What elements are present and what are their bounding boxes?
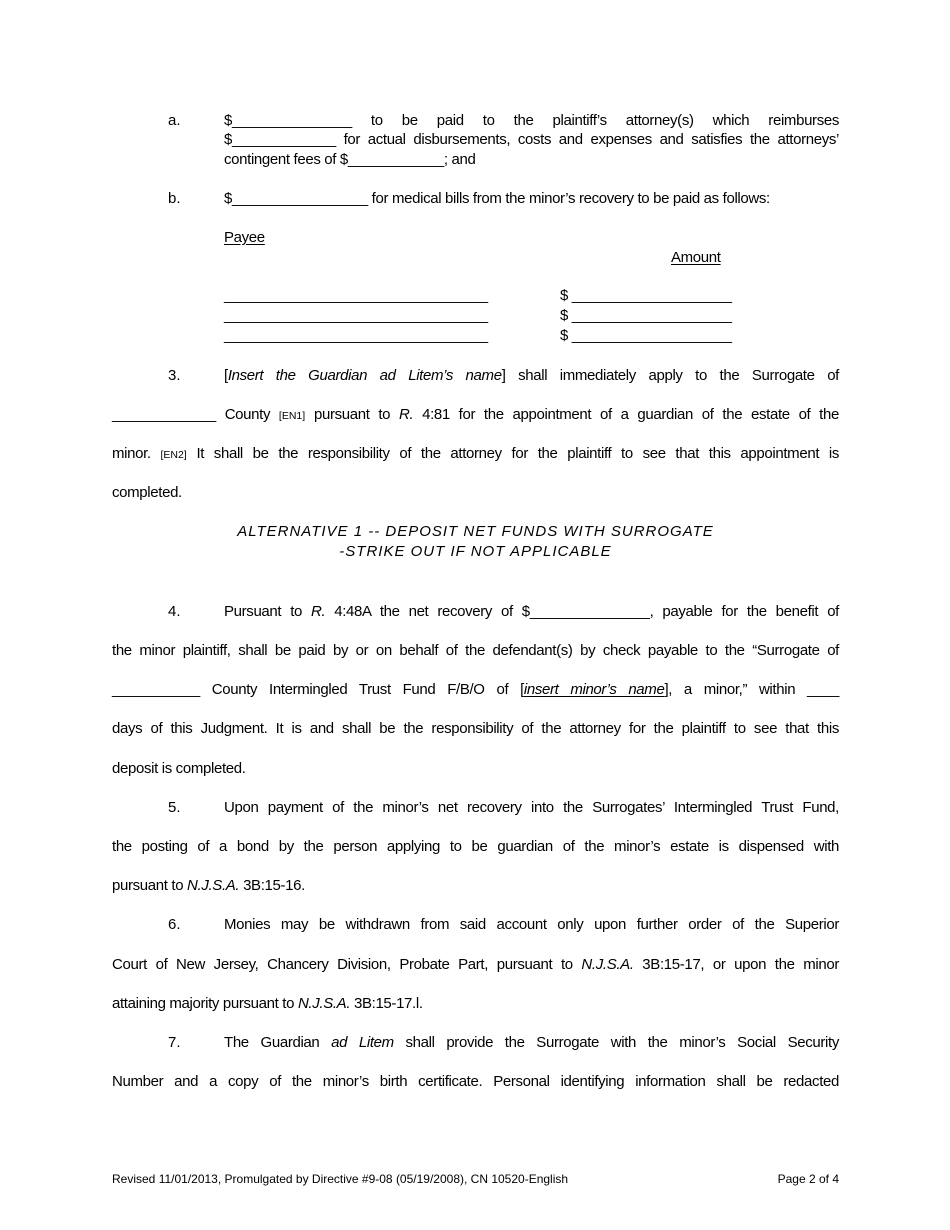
para-4-line-1: Pursuant to R. 4:48A the net recovery of $_______________, payable for the benefit of [224, 603, 840, 620]
para-6-line-2: Court of New Jersey, Chancery Division, Probate Part, pursuant to N.J.S.A. 3B:15-17, or upon the minor [112, 956, 840, 973]
item-a-line-1: $_______________ to be paid to the plaintiff’s attorney(s) which reimburses [224, 112, 839, 129]
para-3-number: 3. [168, 367, 181, 384]
para-5-line-2: the posting of a bond by the person applying to be guardian of the minor’s estate is dispensed with [112, 838, 839, 855]
endnote-en1: [EN1] [278, 410, 306, 422]
para-4-line-4: days of this Judgment. It is and shall be the responsibility of the attorney for the plaintiff to see that this [112, 720, 839, 737]
para-3-line-1: [Insert the Guardian ad Litem’s name] shall immediately apply to the Surrogate of [224, 367, 839, 384]
item-a-line-3: contingent fees of $____________; and [224, 151, 476, 168]
para-6-number: 6. [168, 916, 181, 933]
para-7-number: 7. [168, 1034, 181, 1051]
para-5-number: 5. [168, 799, 181, 816]
alternative-heading-line-2: -STRIKE OUT IF NOT APPLICABLE [339, 543, 612, 560]
para-5-line-1: Upon payment of the minor’s net recovery into the Surrogates’ Intermingled Trust Fund, [224, 799, 839, 816]
para-4-line-5: deposit is completed. [112, 760, 246, 777]
item-a-line-2: $_____________ for actual disbursements, costs and expenses and satisfies the attorneys’ [224, 131, 839, 148]
para-4-line-2: the minor plaintiff, shall be paid by or on behalf of the defendant(s) by check payable to the “Surrogate of [112, 642, 839, 659]
para-4-line-3: ___________ County Intermingled Trust Fund F/B/O of [insert minor’s name], a minor,” within ____ [112, 681, 840, 698]
para-4-number: 4. [168, 603, 181, 620]
item-a-marker: a. [168, 112, 181, 129]
para-5-line-3: pursuant to N.J.S.A. 3B:15-16. [112, 877, 305, 894]
item-b-line-1: $_________________ for medical bills from the minor’s recovery to be paid as follows: [224, 190, 770, 207]
payee-row-3-amount: $ ____________________ [560, 327, 732, 344]
para-7-line-2: Number and a copy of the minor’s birth certificate. Personal identifying information shall be redacted [112, 1073, 839, 1090]
para-3-line-3: minor. [EN2] It shall be the responsibility of the attorney for the plaintiff to see that this appointment is [112, 445, 839, 462]
alternative-heading-line-1: ALTERNATIVE 1 -- DEPOSIT NET FUNDS WITH SURROGATE [237, 523, 714, 540]
para-6-line-1: Monies may be withdrawn from said account only upon further order of the Superior [224, 916, 839, 933]
payee-row-1-amount: $ ____________________ [560, 287, 732, 304]
footer-revision-note: Revised 11/01/2013, Promulgated by Directive #9-08 (05/19/2008), CN 10520-English [112, 1172, 569, 1186]
payee-row-1-payee: _________________________________ [224, 287, 488, 304]
payee-row-2-payee: _________________________________ [224, 307, 488, 324]
payee-row-2-amount: $ ____________________ [560, 307, 732, 324]
endnote-en2: [EN2] [160, 449, 187, 461]
footer-page-number: Page 2 of 4 [777, 1172, 839, 1186]
para-3-line-4: completed. [112, 484, 182, 501]
para-3-line-2: _____________ County [EN1] pursuant to R. 4:81 for the appointment of a guardian of the estate of the [112, 406, 839, 423]
para-6-line-3: attaining majority pursuant to N.J.S.A. 3B:15-17.l. [112, 995, 423, 1012]
payee-row-3-payee: _________________________________ [224, 327, 488, 344]
amount-header: Amount [671, 249, 721, 266]
item-b-marker: b. [168, 190, 181, 207]
payee-header: Payee [224, 229, 265, 246]
para-7-line-1: The Guardian ad Litem shall provide the Surrogate with the minor’s Social Security [224, 1034, 840, 1051]
